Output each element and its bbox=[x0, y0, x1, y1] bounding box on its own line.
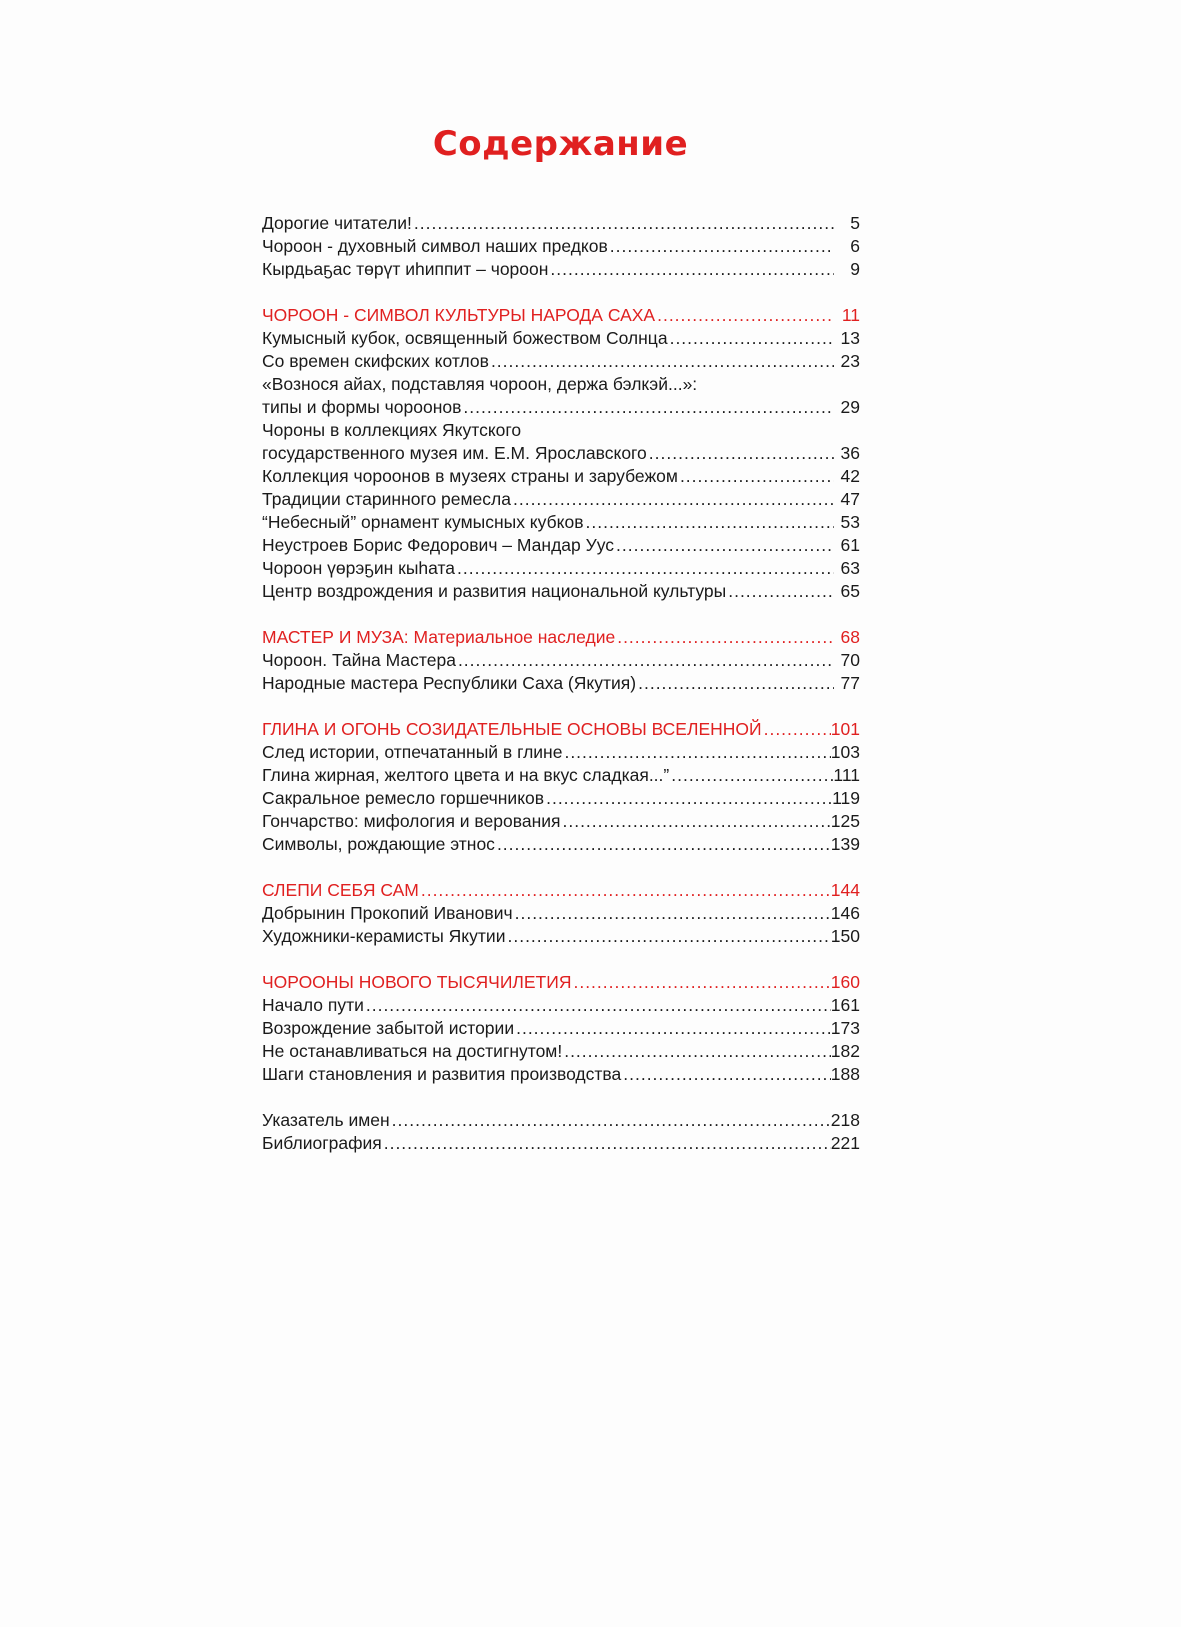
toc-entry-label: Шаги становления и развития производства bbox=[262, 1064, 622, 1084]
toc-entry[interactable] bbox=[262, 235, 860, 258]
toc-entry[interactable] bbox=[262, 994, 860, 1017]
toc-entry-label: Указатель имен bbox=[262, 1110, 390, 1130]
toc-section-heading[interactable] bbox=[262, 304, 860, 327]
toc-leader-dots bbox=[636, 672, 834, 695]
toc-entry[interactable] bbox=[262, 442, 860, 465]
toc-entry-label: Центр воздрождения и развития национальной культуры bbox=[262, 581, 727, 601]
toc-heading-label: МАСТЕР И МУЗА: Материальное наследие bbox=[262, 627, 616, 647]
toc-leader-dots bbox=[511, 488, 834, 511]
toc-entry[interactable] bbox=[262, 672, 860, 695]
toc-page-number: 150 bbox=[830, 926, 860, 946]
toc-leader-dots bbox=[669, 764, 833, 787]
toc-page-number: 139 bbox=[830, 834, 860, 854]
toc-page-number: 9 bbox=[850, 259, 860, 279]
toc-entry-label: Чороон үөрэҕин кыһата bbox=[262, 558, 456, 578]
toc-entry-label: Чороны в коллекциях Якутского bbox=[262, 420, 522, 440]
toc-leader-dots bbox=[562, 741, 830, 764]
toc-page-number: 11 bbox=[841, 305, 860, 325]
toc-leader-dots bbox=[562, 1040, 831, 1063]
toc-page-number: 103 bbox=[830, 742, 860, 762]
toc-entry[interactable] bbox=[262, 787, 860, 810]
toc-leader-dots bbox=[655, 304, 834, 327]
toc-entry[interactable] bbox=[262, 419, 860, 442]
toc-section-heading[interactable] bbox=[262, 879, 860, 902]
toc-page-number: 119 bbox=[832, 788, 860, 808]
toc-leader-dots bbox=[548, 258, 834, 281]
toc-page-number: 182 bbox=[830, 1041, 860, 1061]
toc-page-number: 188 bbox=[830, 1064, 860, 1084]
toc-page-number: 160 bbox=[830, 972, 860, 992]
toc-entry-label: Чороон - духовный символ наших предков bbox=[262, 236, 608, 256]
toc-leader-dots bbox=[668, 327, 834, 350]
toc-entry[interactable] bbox=[262, 396, 860, 419]
toc-leader-dots bbox=[495, 833, 831, 856]
toc-entry-label: Добрынин Прокопий Иванович bbox=[262, 903, 513, 923]
toc-entry[interactable] bbox=[262, 902, 860, 925]
toc-entry-label: Библиография bbox=[262, 1133, 382, 1153]
toc-page-number: 125 bbox=[830, 811, 860, 831]
toc-heading-label: ЧОРООНЫ НОВОГО ТЫСЯЧИЛЕТИЯ bbox=[262, 972, 572, 992]
table-of-contents bbox=[262, 212, 860, 1178]
toc-leader-dots bbox=[455, 557, 834, 580]
toc-section bbox=[262, 1109, 860, 1155]
toc-entry[interactable] bbox=[262, 649, 860, 672]
toc-leader-dots bbox=[412, 212, 834, 235]
toc-section bbox=[262, 718, 860, 856]
toc-leader-dots bbox=[461, 396, 834, 419]
toc-section-heading[interactable] bbox=[262, 718, 860, 741]
toc-page-number: 173 bbox=[830, 1018, 860, 1038]
toc-section bbox=[262, 879, 860, 948]
toc-page-number: 29 bbox=[840, 397, 860, 417]
toc-entry[interactable] bbox=[262, 810, 860, 833]
toc-entry[interactable] bbox=[262, 580, 860, 603]
toc-entry-label: Сакральное ремесло горшечников bbox=[262, 788, 545, 808]
toc-leader-dots bbox=[505, 925, 830, 948]
toc-leader-dots bbox=[544, 787, 832, 810]
toc-leader-dots bbox=[762, 718, 831, 741]
toc-leader-dots bbox=[514, 1017, 831, 1040]
toc-leader-dots bbox=[382, 1132, 831, 1155]
toc-entry[interactable] bbox=[262, 488, 860, 511]
toc-entry[interactable] bbox=[262, 327, 860, 350]
toc-leader-dots bbox=[560, 810, 830, 833]
toc-entry-label: Неустроев Борис Федорович – Мандар Уус bbox=[262, 535, 615, 555]
toc-entry[interactable] bbox=[262, 212, 860, 235]
toc-page-number: 63 bbox=[840, 558, 860, 578]
toc-entry-label: Народные мастера Республики Саха (Якутия) bbox=[262, 673, 637, 693]
toc-entry[interactable] bbox=[262, 741, 860, 764]
toc-page-number: 70 bbox=[840, 650, 860, 670]
toc-entry[interactable] bbox=[262, 511, 860, 534]
toc-entry[interactable] bbox=[262, 465, 860, 488]
toc-page-number: 218 bbox=[830, 1110, 860, 1130]
toc-entry-label: Чороон. Тайна Мастера bbox=[262, 650, 456, 670]
toc-heading-label: ГЛИНА И ОГОНЬ СОЗИДАТЕЛЬНЫЕ ОСНОВЫ ВСЕЛЕННОЙ bbox=[262, 719, 762, 739]
toc-section bbox=[262, 971, 860, 1086]
toc-page-number: 111 bbox=[833, 765, 860, 785]
toc-leader-dots bbox=[489, 350, 834, 373]
toc-page-number: 146 bbox=[830, 903, 860, 923]
toc-page-number: 68 bbox=[840, 627, 860, 647]
toc-entry[interactable] bbox=[262, 534, 860, 557]
toc-page-number: 23 bbox=[840, 351, 860, 371]
toc-section bbox=[262, 626, 860, 695]
toc-leader-dots bbox=[571, 971, 830, 994]
toc-entry-label: Со времен скифских котлов bbox=[262, 351, 489, 371]
toc-leader-dots bbox=[456, 649, 834, 672]
toc-entry-label: Возрождение забытой истории bbox=[262, 1018, 515, 1038]
toc-heading-label: ЧОРООН - СИМВОЛ КУЛЬТУРЫ НАРОДА САХА bbox=[262, 305, 656, 325]
toc-page-number: 36 bbox=[840, 443, 860, 463]
toc-page-number: 6 bbox=[850, 236, 860, 256]
toc-section bbox=[262, 212, 860, 281]
toc-leader-dots bbox=[621, 1063, 831, 1086]
toc-leader-dots bbox=[726, 580, 834, 603]
toc-entry-label: Гончарство: мифология и верования bbox=[262, 811, 561, 831]
toc-entry[interactable] bbox=[262, 1040, 860, 1063]
toc-entry-label: Глина жирная, желтого цвета и на вкус сладкая...” bbox=[262, 765, 670, 785]
toc-leader-dots bbox=[608, 235, 834, 258]
toc-entry-label: След истории, отпечатанный в глине bbox=[262, 742, 563, 762]
page-title: Содержание bbox=[432, 124, 689, 164]
toc-section-heading[interactable] bbox=[262, 971, 860, 994]
toc-entry[interactable] bbox=[262, 350, 860, 373]
toc-entry[interactable] bbox=[262, 925, 860, 948]
toc-entry-label: государственного музея им. Е.М. Ярославского bbox=[262, 443, 647, 463]
toc-entry-label: Символы, рождающие этнос bbox=[262, 834, 495, 854]
toc-entry[interactable] bbox=[262, 557, 860, 580]
toc-entry-label: типы и формы чороонов bbox=[262, 397, 462, 417]
toc-entry[interactable] bbox=[262, 258, 860, 281]
toc-entry[interactable] bbox=[262, 1132, 860, 1155]
toc-heading-label: СЛЕПИ СЕБЯ САМ bbox=[262, 880, 419, 900]
toc-entry[interactable] bbox=[262, 1063, 860, 1086]
toc-entry-label: Кырдьаҕас төрүт иһиппит – чороон bbox=[262, 259, 549, 279]
toc-leader-dots bbox=[390, 1109, 831, 1132]
toc-entry[interactable] bbox=[262, 1017, 860, 1040]
toc-section bbox=[262, 304, 860, 603]
toc-entry[interactable] bbox=[262, 373, 860, 396]
toc-leader-dots bbox=[615, 626, 834, 649]
toc-page-number: 13 bbox=[840, 328, 860, 348]
toc-entry-label: “Небесный” орнамент кумысных кубков bbox=[262, 512, 584, 532]
toc-page-number: 161 bbox=[830, 995, 860, 1015]
toc-entry[interactable] bbox=[262, 1109, 860, 1132]
toc-page-number: 65 bbox=[840, 581, 860, 601]
toc-leader-dots bbox=[364, 994, 831, 1017]
toc-entry-label: Традиции старинного ремесла bbox=[262, 489, 511, 509]
toc-entry-label: Начало пути bbox=[262, 995, 364, 1015]
toc-entry-label: «Вознося айах, подставляя чороон, держа бэлкэй...»: bbox=[262, 374, 698, 394]
toc-entry-label: Коллекция чороонов в музеях страны и зарубежом bbox=[262, 466, 678, 486]
toc-page-number: 53 bbox=[840, 512, 860, 532]
toc-page-number: 77 bbox=[840, 673, 860, 693]
toc-leader-dots bbox=[419, 879, 831, 902]
toc-page-number: 221 bbox=[830, 1133, 860, 1153]
toc-leader-dots bbox=[584, 511, 834, 534]
toc-leader-dots bbox=[614, 534, 834, 557]
toc-page-number: 5 bbox=[850, 213, 860, 233]
toc-section-heading[interactable] bbox=[262, 626, 860, 649]
toc-leader-dots bbox=[513, 902, 831, 925]
toc-entry[interactable] bbox=[262, 833, 860, 856]
toc-page-number: 47 bbox=[840, 489, 860, 509]
toc-page-number: 144 bbox=[830, 880, 860, 900]
toc-page-number: 101 bbox=[830, 719, 860, 739]
toc-leader-dots bbox=[647, 442, 834, 465]
toc-entry-label: Дорогие читатели! bbox=[262, 213, 412, 233]
toc-entry-label: Кумысный кубок, освященный божеством Солнца bbox=[262, 328, 668, 348]
toc-page-number: 42 bbox=[840, 466, 860, 486]
toc-entry[interactable] bbox=[262, 764, 860, 787]
toc-entry-label: Не останавливаться на достигнутом! bbox=[262, 1041, 563, 1061]
toc-page-number: 61 bbox=[840, 535, 860, 555]
toc-entry-label: Художники-керамисты Якутии bbox=[262, 926, 506, 946]
toc-leader-dots bbox=[678, 465, 834, 488]
